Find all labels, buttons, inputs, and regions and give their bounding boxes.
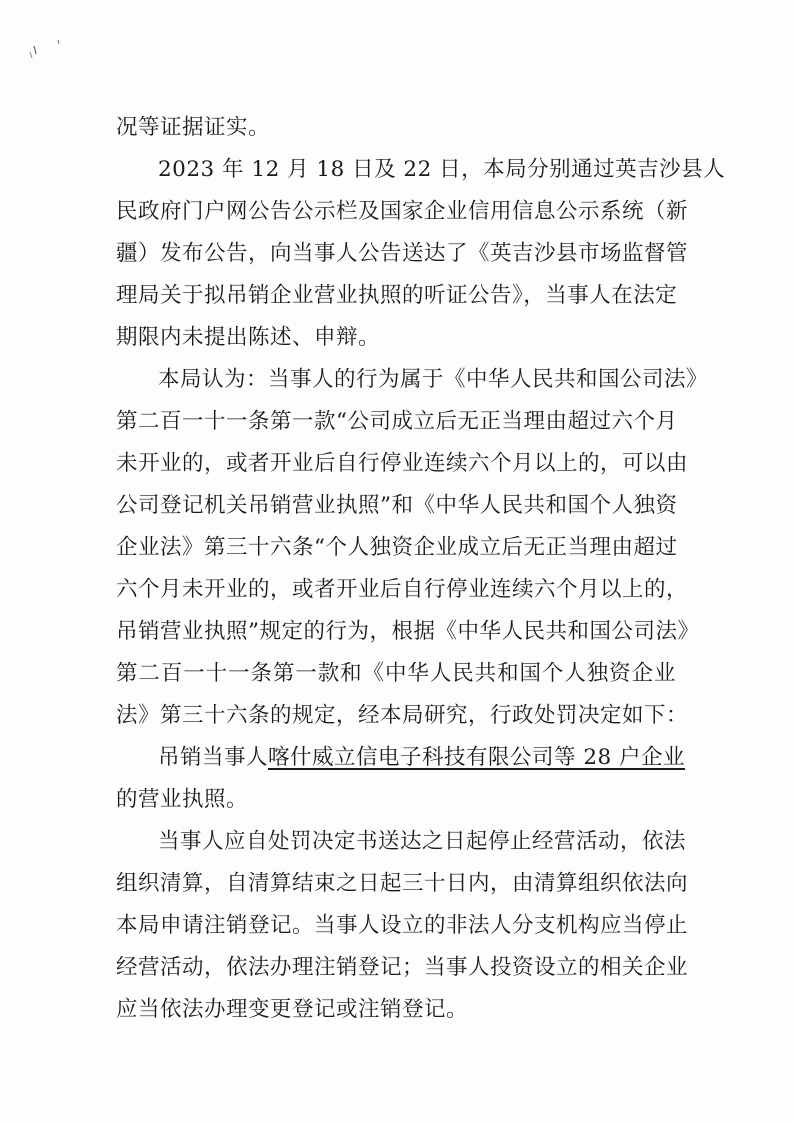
text-line: 法》第三十六条的规定，经本局研究，行政处罚决定如下： bbox=[116, 703, 689, 728]
text-line: 本局认为：当事人的行为属于《中华人民共和国公司法》 bbox=[158, 367, 709, 392]
text-line: 未开业的，或者开业后自行停业连续六个月以上的，可以由 bbox=[116, 451, 689, 476]
scan-mark-icon bbox=[24, 38, 64, 62]
text-line-revocation bbox=[158, 744, 686, 772]
text-line: 第二百一十一条第一款和《中华人民共和国个人独资企业 bbox=[116, 661, 676, 686]
text-line: 企业法》第三十六条“个人独资企业成立后无正当理由超过 bbox=[116, 535, 678, 560]
text-line: 经营活动，依法办理注销登记；当事人投资设立的相关企业 bbox=[116, 955, 689, 980]
text-line: 吊销营业执照”规定的行为，根据《中华人民共和国公司法》 bbox=[116, 619, 700, 644]
text-line: 应当依法办理变更登记或注销登记。 bbox=[116, 997, 469, 1022]
text-line: 本局申请注销登记。当事人设立的非法人分支机构应当停止 bbox=[116, 913, 689, 938]
text-line: 理局关于拟吊销企业营业执照的听证公告》，当事人在法定 bbox=[116, 283, 678, 308]
text-line: 疆）发布公告，向当事人公告送达了《英吉沙县市场监督管 bbox=[116, 241, 689, 266]
text-line: 公司登记机关吊销营业执照”和《中华人民共和国个人独资 bbox=[116, 493, 678, 518]
text-line: 民政府门户网公告公示栏及国家企业信用信息公示系统（新 bbox=[116, 199, 689, 224]
company-name-underlined: 喀什威立信电子科技有限公司等 28 户企业 bbox=[268, 745, 686, 770]
text-line: 期限内未提出陈述、申辩。 bbox=[116, 325, 381, 350]
text-line: 组织清算，自清算结束之日起三十日内，由清算组织依法向 bbox=[116, 871, 689, 896]
text-line: 第二百一十一条第一款“公司成立后无正当理由超过六个月 bbox=[116, 409, 678, 434]
revocation-prefix: 吊销当事人 bbox=[158, 745, 269, 770]
text-line: 当事人应自处罚决定书送达之日起停止经营活动，依法 bbox=[158, 829, 687, 854]
text-line: 的营业执照。 bbox=[116, 787, 249, 812]
text-line: 六个月未开业的，或者开业后自行停业连续六个月以上的， bbox=[116, 577, 689, 602]
text-line: 2023 年 12 月 18 日及 22 日，本局分别通过英吉沙县人 bbox=[158, 157, 726, 182]
text-line: 况等证据证实。 bbox=[116, 115, 271, 140]
